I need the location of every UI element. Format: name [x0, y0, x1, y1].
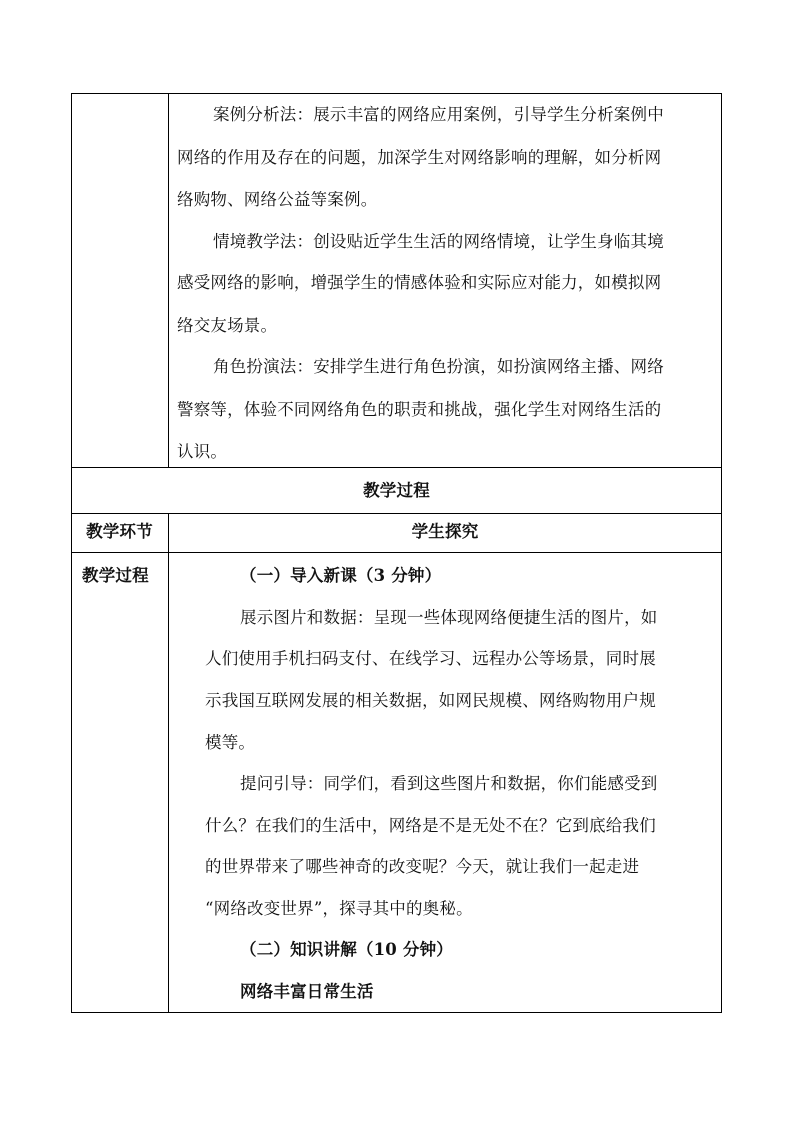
part2-heading: （二）知识讲解（10 分钟）: [240, 940, 454, 959]
question-line-4: “网络改变世界”，探寻其中的奥秘。: [205, 899, 473, 918]
situation-method-line-2: 感受网络的影响，增强学生的情感体验和实际应对能力，如模拟网: [177, 273, 662, 292]
row-divider-2: [71, 513, 722, 514]
part1-heading: （一）导入新课（3 分钟）: [240, 566, 442, 585]
situation-method-line-3: 络交友场景。: [177, 316, 278, 335]
case-method-line-2: 网络的作用及存在的问题，加深学生对网络影响的理解，如分析网: [177, 148, 662, 167]
process-label: 教学过程: [82, 566, 149, 585]
situation-method-line-1: 情境教学法：创设贴近学生生活的网络情境，让学生身临其境: [213, 232, 664, 251]
column-divider-top: [168, 93, 169, 467]
column-divider-bottom: [168, 513, 169, 1013]
case-method-line-1: 案例分析法：展示丰富的网络应用案例，引导学生分析案例中: [213, 105, 664, 124]
header-left-cell: 教学环节: [86, 522, 153, 541]
role-method-line-1: 角色扮演法：安排学生进行角色扮演，如扮演网络主播、网络: [213, 357, 664, 376]
show-line-3: 示我国互联网发展的相关数据，如网民规模、网络购物用户规: [205, 691, 656, 710]
question-line-3: 的世界带来了哪些神奇的改变呢？今天，就让我们一起走进: [205, 857, 640, 876]
subheading-daily-life: 网络丰富日常生活: [240, 982, 374, 1001]
show-line-2: 人们使用手机扫码支付、在线学习、远程办公等场景，同时展: [205, 649, 656, 668]
row-divider-3: [71, 552, 722, 553]
show-line-1: 展示图片和数据：呈现一些体现网络便捷生活的图片，如: [240, 608, 658, 627]
row-divider-1: [71, 467, 722, 468]
case-method-line-3: 络购物、网络公益等案例。: [177, 190, 378, 209]
header-right-cell: 学生探究: [411, 522, 479, 541]
role-method-line-2: 警察等，体验不同网络角色的职责和挑战，强化学生对网络生活的: [177, 400, 662, 419]
question-line-2: 什么？在我们的生活中，网络是不是无处不在？它到底给我们: [205, 816, 656, 835]
section-title: 教学过程: [363, 481, 430, 500]
question-line-1: 提问引导：同学们，看到这些图片和数据，你们能感受到: [240, 774, 658, 793]
role-method-line-3: 认识。: [177, 442, 228, 461]
show-line-4: 模等。: [205, 733, 256, 752]
